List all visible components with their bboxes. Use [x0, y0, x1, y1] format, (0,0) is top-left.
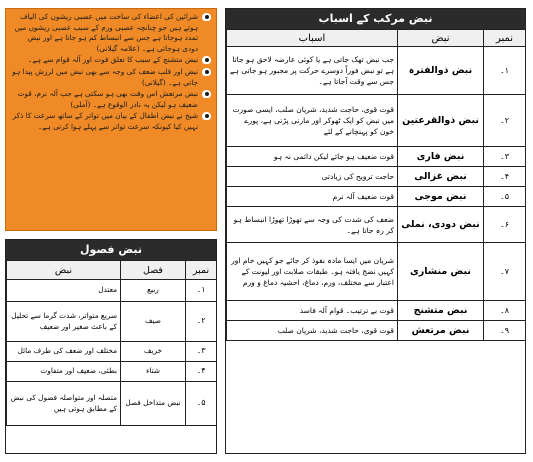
- row-number-cell: ۳۔: [484, 147, 526, 167]
- causes-cell: حاجت ترویح کی زیادتی: [227, 167, 398, 187]
- causes-cell: قوت ضعیف ہو جائے لیکن دائمی نہ ہو: [227, 147, 398, 167]
- causes-cell: قوت بے ترتیب۔ قوام آلہ فاسد: [227, 301, 398, 321]
- table-row: [227, 243, 526, 301]
- table-row: [227, 301, 526, 321]
- pulse-name-cell: نبض مرتعش: [398, 321, 484, 341]
- note-item: [10, 67, 212, 88]
- table-row: [7, 280, 217, 302]
- pulse-description-cell: مختلف اور ضعف کی طرف مائل: [7, 342, 121, 362]
- row-number-cell: ۹۔: [484, 321, 526, 341]
- pulse-header: نبض: [7, 261, 121, 280]
- note-text: نبض متشنج کے سبب کا تعلق قوت اور آلہ قوام سے ہے۔: [28, 55, 198, 65]
- note-text: شرائین کی اعضاء کی ساخت میں عصبی ریشوں کی الیاف ہوتے ہیں جو چنانچہ عصبی ورم کے سبب عصبی ریشوں میں تمدد ہوجاتا ہے جس سے انبساط کم ہو جاتا ہے اور نبض دودی ہوجاتی ہے۔ (علامہ گیلانی): [14, 12, 198, 53]
- pointing-hand-icon: [200, 90, 212, 99]
- pulse-description-cell: معتدل: [7, 280, 121, 302]
- causes-cell: قوت قوی، حاجت شدید، شریان صلب: [227, 321, 398, 341]
- table-header-row: [227, 30, 526, 47]
- table-row: [227, 147, 526, 167]
- season-cell: صیف: [121, 302, 186, 342]
- notes-box: [5, 8, 217, 231]
- note-item: [10, 111, 212, 132]
- note-text: نبض اور قلب ضعف کی وجہ سے بھی نبض میں لرزش پیدا ہو جاتی ہے۔ (گیلانی): [12, 66, 198, 87]
- compound-pulse-table-panel: [225, 8, 526, 454]
- pointing-hand-icon: [200, 68, 212, 77]
- row-number-cell: ۴۔: [186, 362, 217, 382]
- season-cell: شتاء: [121, 362, 186, 382]
- seasonal-pulse-table: [6, 260, 217, 426]
- seasonal-pulse-title: نبض فصول: [6, 240, 216, 260]
- pulse-name-cell: نبض منشاری: [398, 243, 484, 301]
- season-cell: نبض متداخل فصل: [121, 382, 186, 426]
- causes-header: اسباب: [227, 30, 398, 47]
- season-cell: ربیع: [121, 280, 186, 302]
- pointing-hand-icon: [200, 112, 212, 121]
- row-number-cell: ۵۔: [484, 187, 526, 207]
- note-text: نبض مرتعش اس وقت بھی ہو سکتی ہے جب آلہ نرم، قوت ضعیف ہو لیکن یہ نادر الوقوع ہے۔ (آملی): [17, 89, 198, 109]
- table-row: [7, 302, 217, 342]
- table-row: [7, 382, 217, 426]
- table-row: [227, 187, 526, 207]
- season-header: فصل: [121, 261, 186, 280]
- table-row: [227, 95, 526, 147]
- pulse-name-cell: نبض ذوالقرعتین: [398, 95, 484, 147]
- table-row: [7, 362, 217, 382]
- seasonal-pulse-table-panel: [5, 239, 217, 454]
- number-header: نمبر: [186, 261, 217, 280]
- pulse-name-cell: نبض متشنج: [398, 301, 484, 321]
- causes-cell: قوت ضعیف آلہ نرم: [227, 187, 398, 207]
- row-number-cell: ۲۔: [484, 95, 526, 147]
- row-number-cell: ۵۔: [186, 382, 217, 426]
- row-number-cell: ۲۔: [186, 302, 217, 342]
- row-number-cell: ۷۔: [484, 243, 526, 301]
- pulse-header: نبض: [398, 30, 484, 47]
- table-row: [227, 167, 526, 187]
- note-item: [10, 55, 212, 66]
- pulse-name-cell: نبض موجی: [398, 187, 484, 207]
- pointing-hand-icon: [200, 56, 212, 65]
- table-row: [227, 47, 526, 95]
- note-text: شیخ نے نبض اطفال کے بیان میں تواتر کے ساتھ سرعت کا ذکر نہیں کیا کیونکہ سرعت تواتر سے پہلے ہوا کرتی ہے۔: [12, 111, 198, 131]
- row-number-cell: ۱۔: [484, 47, 526, 95]
- causes-cell: جب نبض تھک جاتی ہے یا کوئی عارضہ لاحق ہو جاتا ہے تو نبض فوراً دوسرے حرکت پر مجبور ہو جاتی ہے جس سے وقت آجاتا ہے۔: [227, 47, 398, 95]
- pointing-hand-icon: [200, 13, 212, 22]
- causes-cell: قوت قوی، حاجت شدید، شریان صلب، ایسی صورت میں نبض کو ایک ٹھوکر اور مارنی پڑتی ہے، پورے خون کو پہنچانے کے لئے: [227, 95, 398, 147]
- row-number-cell: ۳۔: [186, 342, 217, 362]
- table-row: [227, 207, 526, 243]
- note-item: [10, 89, 212, 110]
- row-number-cell: ۸۔: [484, 301, 526, 321]
- pulse-description-cell: سریع متواتر، شدت گرما سے تحلیل کے باعث صغیر اور ضعیف: [7, 302, 121, 342]
- pulse-description-cell: متصلہ اور متواصلہ فصول کی نبض کے مطابق ہوتی ہیں: [7, 382, 121, 426]
- pulse-name-cell: نبض ذوالفترہ: [398, 47, 484, 95]
- note-item: [10, 12, 212, 54]
- table-row: [7, 342, 217, 362]
- pulse-name-cell: نبض غزالی: [398, 167, 484, 187]
- compound-pulse-table: [226, 29, 526, 341]
- compound-pulse-title: نبض مرکب کے اسباب: [226, 9, 525, 29]
- row-number-cell: ۶۔: [484, 207, 526, 243]
- row-number-cell: ۴۔: [484, 167, 526, 187]
- table-header-row: [7, 261, 217, 280]
- table-row: [227, 321, 526, 341]
- row-number-cell: ۱۔: [186, 280, 217, 302]
- pulse-description-cell: بطئی، ضعیف اور متفاوت: [7, 362, 121, 382]
- pulse-name-cell: نبض فاری: [398, 147, 484, 167]
- number-header: نمبر: [484, 30, 526, 47]
- season-cell: خریف: [121, 342, 186, 362]
- pulse-name-cell: نبض دودی، نملی: [398, 207, 484, 243]
- causes-cell: شریان میں ایسا مادہ نفوذ کر جائے جو کہیں خام اور کہیں نضج یافتہ ہو۔ طبقات صلابت اور لیونت کے اعتبار سے مختلف، ورم، دماغ، احشیہ دماغ و ورم: [227, 243, 398, 301]
- causes-cell: ضعف کی شدت کی وجہ سے تھوڑا تھوڑا انبساط ہو کر رہ جاتا ہے۔: [227, 207, 398, 243]
